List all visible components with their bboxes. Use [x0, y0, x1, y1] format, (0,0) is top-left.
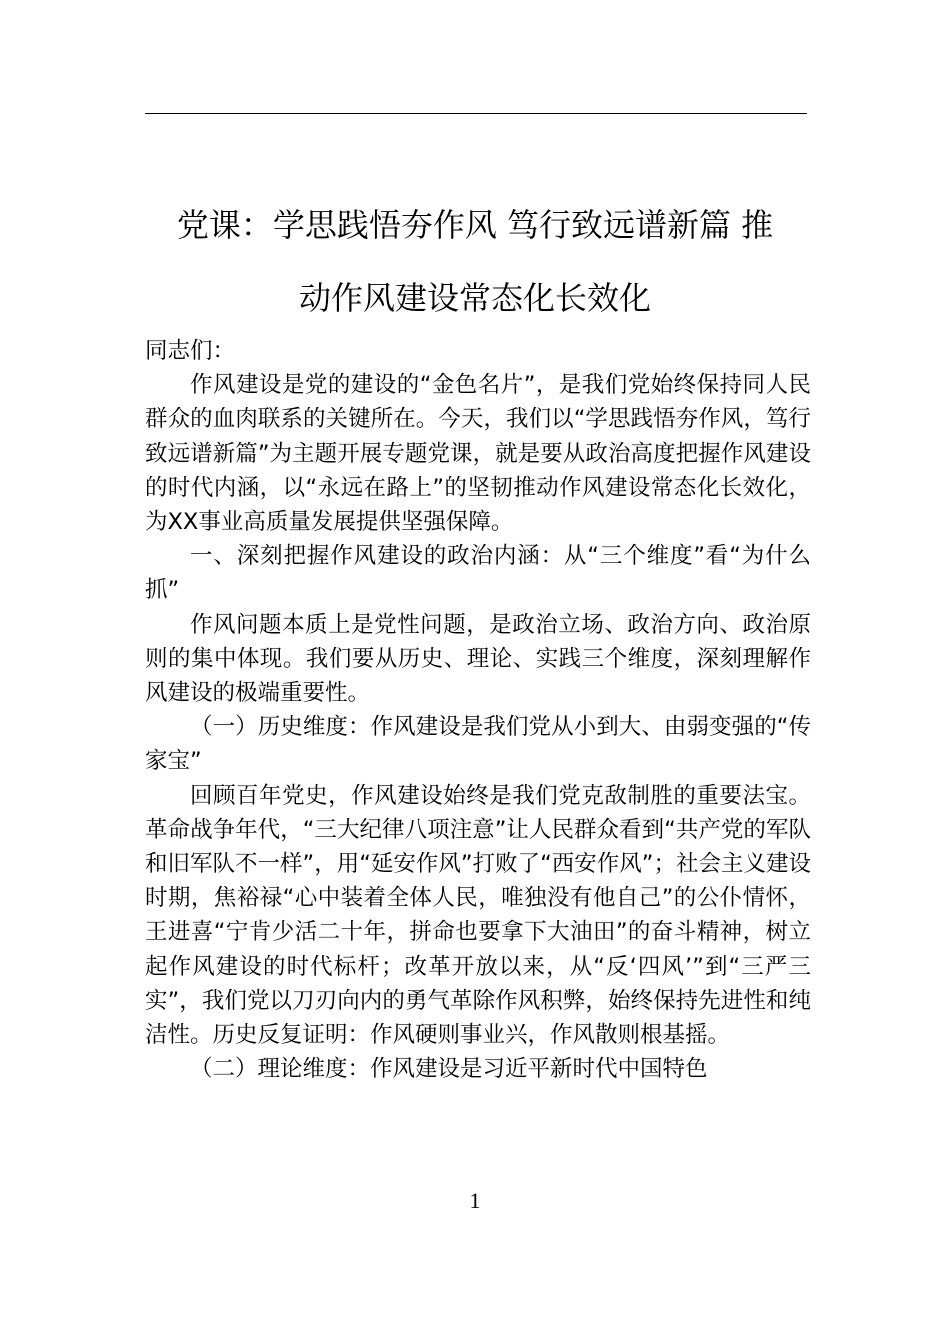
header-rule	[145, 113, 807, 114]
subsection-1-paragraph: 回顾百年党史，作风建设始终是我们党克敌制胜的重要法宝。革命战争年代，“三大纪律八项注意”让人民群众看到“共产党的军队和旧军队不一样”，用“延安作风”打败了“西安作风”；社会主义建设时期，焦裕禄“心中装着全体人民，唯独没有他自己”的公仆情怀，王进喜“宁肯少活二十年，拼命也要拿下大油田”的奋斗精神，树立起作风建设的时代标杆；改革开放以来，从“反‘四风’”到“三严三实”，我们党以刀刃向内的勇气革除作风积弊，始终保持先进性和纯洁性。历史反复证明：作风硬则事业兴，作风散则根基摇。	[145, 782, 811, 1049]
document-body	[145, 334, 811, 1086]
title-line-2: 动作风建设常态化长效化	[298, 279, 651, 318]
page-number: 1	[469, 1188, 481, 1213]
subsection-heading-1: （一）历史维度：作风建设是我们党从小到大、由弱变强的“传家宝”	[145, 714, 811, 775]
subsection-heading-2: （二）理论维度：作风建设是习近平新时代中国特色	[190, 1056, 708, 1083]
section-heading-1: 一、深刻把握作风建设的政治内涵：从“三个维度”看“为什么抓”	[145, 543, 811, 604]
section-1-paragraph: 作风问题本质上是党性问题，是政治立场、政治方向、政治原则的集中体现。我们要从历史、理论、实践三个维度，深刻理解作风建设的极端重要性。	[145, 611, 811, 707]
intro-paragraph: 作风建设是党的建设的“金色名片”，是我们党始终保持同人民群众的血肉联系的关键所在。今天，我们以“学思践悟夯作风，笃行致远谱新篇”为主题开展专题党课，就是要从政治高度把握作风建设的时代内涵，以“永远在路上”的坚韧推动作风建设常态化长效化，为XX事业高质量发展提供坚强保障。	[145, 372, 811, 536]
title-line-1: 党课：学思践悟夯作风 笃行致远谱新篇 推	[176, 206, 774, 245]
salutation: 同志们：	[145, 338, 236, 364]
document-title	[140, 189, 810, 335]
